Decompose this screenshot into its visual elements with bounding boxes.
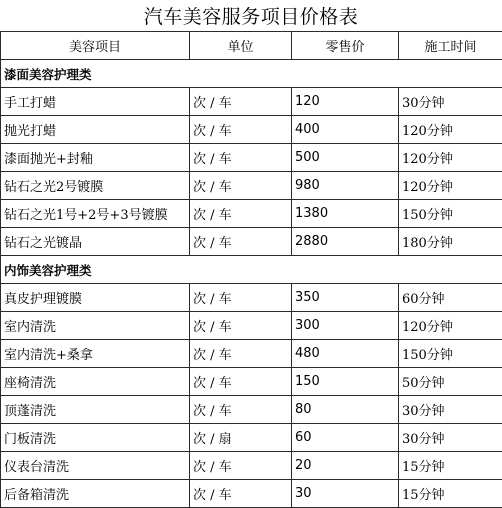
item-cell: 真皮护理镀膜 — [1, 284, 190, 312]
table-row — [1, 116, 502, 144]
price-table — [0, 31, 502, 508]
item-cell: 顶蓬清洗 — [1, 396, 190, 424]
section-header-row — [1, 60, 502, 88]
header-unit: 单位 — [190, 32, 292, 60]
item-cell: 门板清洗 — [1, 424, 190, 452]
table-row — [1, 228, 502, 256]
item-cell: 手工打蜡 — [1, 88, 190, 116]
table-row — [1, 172, 502, 200]
price-cell: 60 — [292, 424, 399, 452]
item-cell: 漆面抛光+封釉 — [1, 144, 190, 172]
time-cell: 60分钟 — [399, 284, 502, 312]
price-cell: 1380 — [292, 200, 399, 228]
price-cell: 20 — [292, 452, 399, 480]
time-cell: 30分钟 — [399, 424, 502, 452]
price-cell: 500 — [292, 144, 399, 172]
price-cell: 300 — [292, 312, 399, 340]
unit-cell: 次 / 车 — [190, 88, 292, 116]
time-cell: 30分钟 — [399, 88, 502, 116]
page-title: 汽车美容服务项目价格表 — [0, 0, 502, 31]
price-cell: 400 — [292, 116, 399, 144]
price-cell: 80 — [292, 396, 399, 424]
time-cell: 50分钟 — [399, 368, 502, 396]
table-row — [1, 312, 502, 340]
item-cell: 仪表台清洗 — [1, 452, 190, 480]
time-cell: 15分钟 — [399, 452, 502, 480]
unit-cell: 次 / 车 — [190, 144, 292, 172]
table-row — [1, 396, 502, 424]
table-row — [1, 340, 502, 368]
time-cell: 120分钟 — [399, 172, 502, 200]
section-header-row — [1, 256, 502, 284]
unit-cell: 次 / 车 — [190, 452, 292, 480]
header-time: 施工时间 — [399, 32, 502, 60]
price-cell: 120 — [292, 88, 399, 116]
table-row — [1, 200, 502, 228]
section-blank-cell — [292, 256, 502, 284]
table-row — [1, 144, 502, 172]
section-blank-cell — [292, 60, 502, 88]
unit-cell: 次 / 车 — [190, 396, 292, 424]
price-cell: 350 — [292, 284, 399, 312]
time-cell: 150分钟 — [399, 340, 502, 368]
unit-cell: 次 / 车 — [190, 172, 292, 200]
table-row — [1, 424, 502, 452]
table-row — [1, 88, 502, 116]
table-header-row — [1, 32, 502, 60]
unit-cell: 次 / 车 — [190, 116, 292, 144]
item-cell: 室内清洗+桑拿 — [1, 340, 190, 368]
price-cell: 150 — [292, 368, 399, 396]
item-cell: 室内清洗 — [1, 312, 190, 340]
unit-cell: 次 / 车 — [190, 200, 292, 228]
unit-cell: 次 / 车 — [190, 312, 292, 340]
time-cell: 150分钟 — [399, 200, 502, 228]
unit-cell: 次 / 车 — [190, 480, 292, 508]
unit-cell: 次 / 扇 — [190, 424, 292, 452]
table-row — [1, 368, 502, 396]
item-cell: 座椅清洗 — [1, 368, 190, 396]
item-cell: 钻石之光2号镀膜 — [1, 172, 190, 200]
unit-cell: 次 / 车 — [190, 284, 292, 312]
time-cell: 180分钟 — [399, 228, 502, 256]
item-cell: 后备箱清洗 — [1, 480, 190, 508]
time-cell: 15分钟 — [399, 480, 502, 508]
item-cell: 钻石之光镀晶 — [1, 228, 190, 256]
table-row — [1, 284, 502, 312]
unit-cell: 次 / 车 — [190, 340, 292, 368]
price-cell: 30 — [292, 480, 399, 508]
table-row — [1, 480, 502, 508]
time-cell: 120分钟 — [399, 116, 502, 144]
unit-cell: 次 / 车 — [190, 228, 292, 256]
header-item: 美容项目 — [1, 32, 190, 60]
price-cell: 980 — [292, 172, 399, 200]
item-cell: 抛光打蜡 — [1, 116, 190, 144]
table-row — [1, 452, 502, 480]
section-title: 漆面美容护理类 — [1, 60, 292, 88]
price-cell: 2880 — [292, 228, 399, 256]
section-title: 内饰美容护理类 — [1, 256, 292, 284]
time-cell: 120分钟 — [399, 312, 502, 340]
item-cell: 钻石之光1号+2号+3号镀膜 — [1, 200, 190, 228]
unit-cell: 次 / 车 — [190, 368, 292, 396]
price-cell: 480 — [292, 340, 399, 368]
header-price: 零售价 — [292, 32, 399, 60]
time-cell: 120分钟 — [399, 144, 502, 172]
time-cell: 30分钟 — [399, 396, 502, 424]
price-table-body — [1, 32, 502, 508]
